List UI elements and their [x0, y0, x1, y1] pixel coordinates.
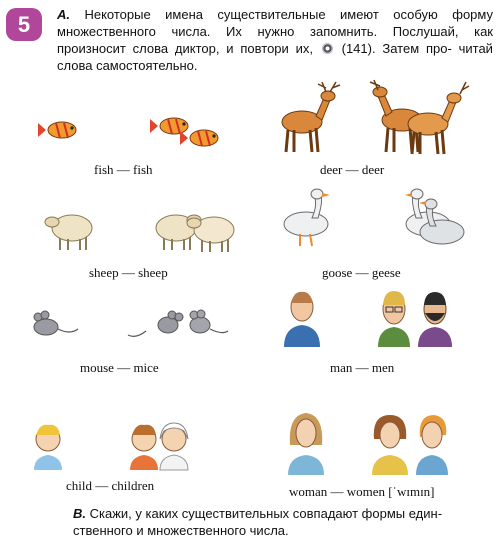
- mouse-illustration: [28, 305, 238, 345]
- man-illustration: [278, 285, 468, 347]
- caption-woman-words: woman — women: [289, 484, 386, 499]
- caption-sheep: sheep — sheep: [89, 265, 168, 280]
- goose-illustration: [270, 188, 470, 250]
- part-a-letter: A.: [57, 7, 70, 22]
- caption-deer: deer — deer: [320, 162, 385, 177]
- part-b-letter: B.: [73, 506, 86, 521]
- caption-mouse: mouse — mice: [80, 360, 159, 375]
- fish-illustration: [40, 110, 230, 150]
- instruction-line-3: произносит слова диктор, и повтори их,: [57, 41, 313, 56]
- child-illustration: [30, 415, 200, 470]
- exercise-number-badge: 5: [6, 8, 42, 41]
- part-b-line-2: ственного и множественного числа.: [73, 523, 289, 538]
- woman-illustration: [282, 405, 462, 475]
- audio-disc-icon[interactable]: [322, 43, 333, 54]
- caption-fish: fish — fish: [94, 162, 153, 177]
- part-b-line-1: Скажи, у каких существительных совпадают формы един-: [89, 506, 443, 521]
- instruction-part-a: [57, 6, 493, 74]
- fish-single: [38, 122, 76, 138]
- instruction-line-2: множественного числа. Их нужно запомнить. Послушай, как: [57, 24, 493, 39]
- instruction-part-b: [73, 505, 463, 539]
- instruction-line-1: Некоторые имена существительные имеют особую форму: [84, 7, 493, 22]
- caption-man: man — men: [330, 360, 395, 375]
- sheep-illustration: [42, 208, 242, 253]
- instruction-line-4: читай слова самостоятельно.: [57, 41, 493, 73]
- caption-child: child — children: [66, 478, 155, 493]
- caption-woman-transcription: [ˈwɪmɪn]: [388, 484, 435, 499]
- track-reference: (141). Затем про-: [341, 41, 452, 56]
- deer-illustration: [270, 80, 470, 160]
- caption-goose: goose — geese: [322, 265, 401, 280]
- caption-woman: [289, 484, 435, 500]
